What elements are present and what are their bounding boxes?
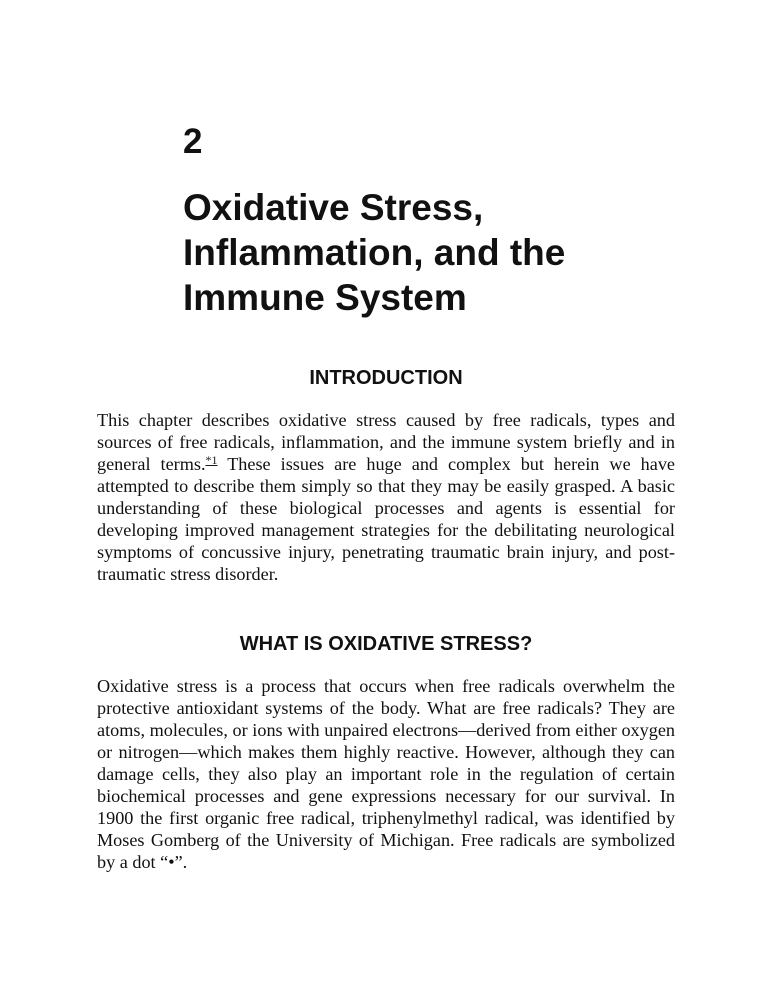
chapter-title-line: Inflammation, and the xyxy=(183,232,566,273)
chapter-title-line: Immune System xyxy=(183,277,467,318)
section-heading-oxidative-stress: WHAT IS OXIDATIVE STRESS? xyxy=(239,633,533,655)
introduction-text-part-2: These issues are huge and complex but herein we have attempted to describe them simply so that they may be easily grasped. A basic understanding of these biological processes and agents is essential for developing improved management strategies for the debilitating neurological symptoms of concussive injury, penetrating traumatic brain injury, and post-traumatic stress disorder. xyxy=(97,454,675,584)
chapter-number: 2 xyxy=(183,122,203,161)
chapter-title-line: Oxidative Stress, xyxy=(183,187,484,228)
oxidative-stress-paragraph: Oxidative stress is a process that occurs when free radicals overwhelm the protective antioxidant systems of the body. What are free radicals? They are atoms, molecules, or ions with unpaired electrons—derived from either oxygen or nitrogen—which makes them highly reactive. However, although they can damage cells, they also play an important role in the regulation of certain biochemical processes and gene expressions necessary for our survival. In 1900 the first organic free radical, triphenylmethyl radical, was identified by Moses Gomberg of the University of Michigan. Free radicals are symbolized by a dot “•”. xyxy=(97,676,675,872)
introduction-paragraph xyxy=(97,409,675,585)
footnote-link[interactable]: *1 xyxy=(205,453,218,467)
chapter-title xyxy=(183,185,703,320)
introduction-text-part-1: This chapter describes oxidative stress caused by free radicals, types and sources of free radicals, inflammation, and the immune system briefly and in general terms. xyxy=(97,410,675,474)
section-heading-introduction: INTRODUCTION xyxy=(309,367,463,389)
